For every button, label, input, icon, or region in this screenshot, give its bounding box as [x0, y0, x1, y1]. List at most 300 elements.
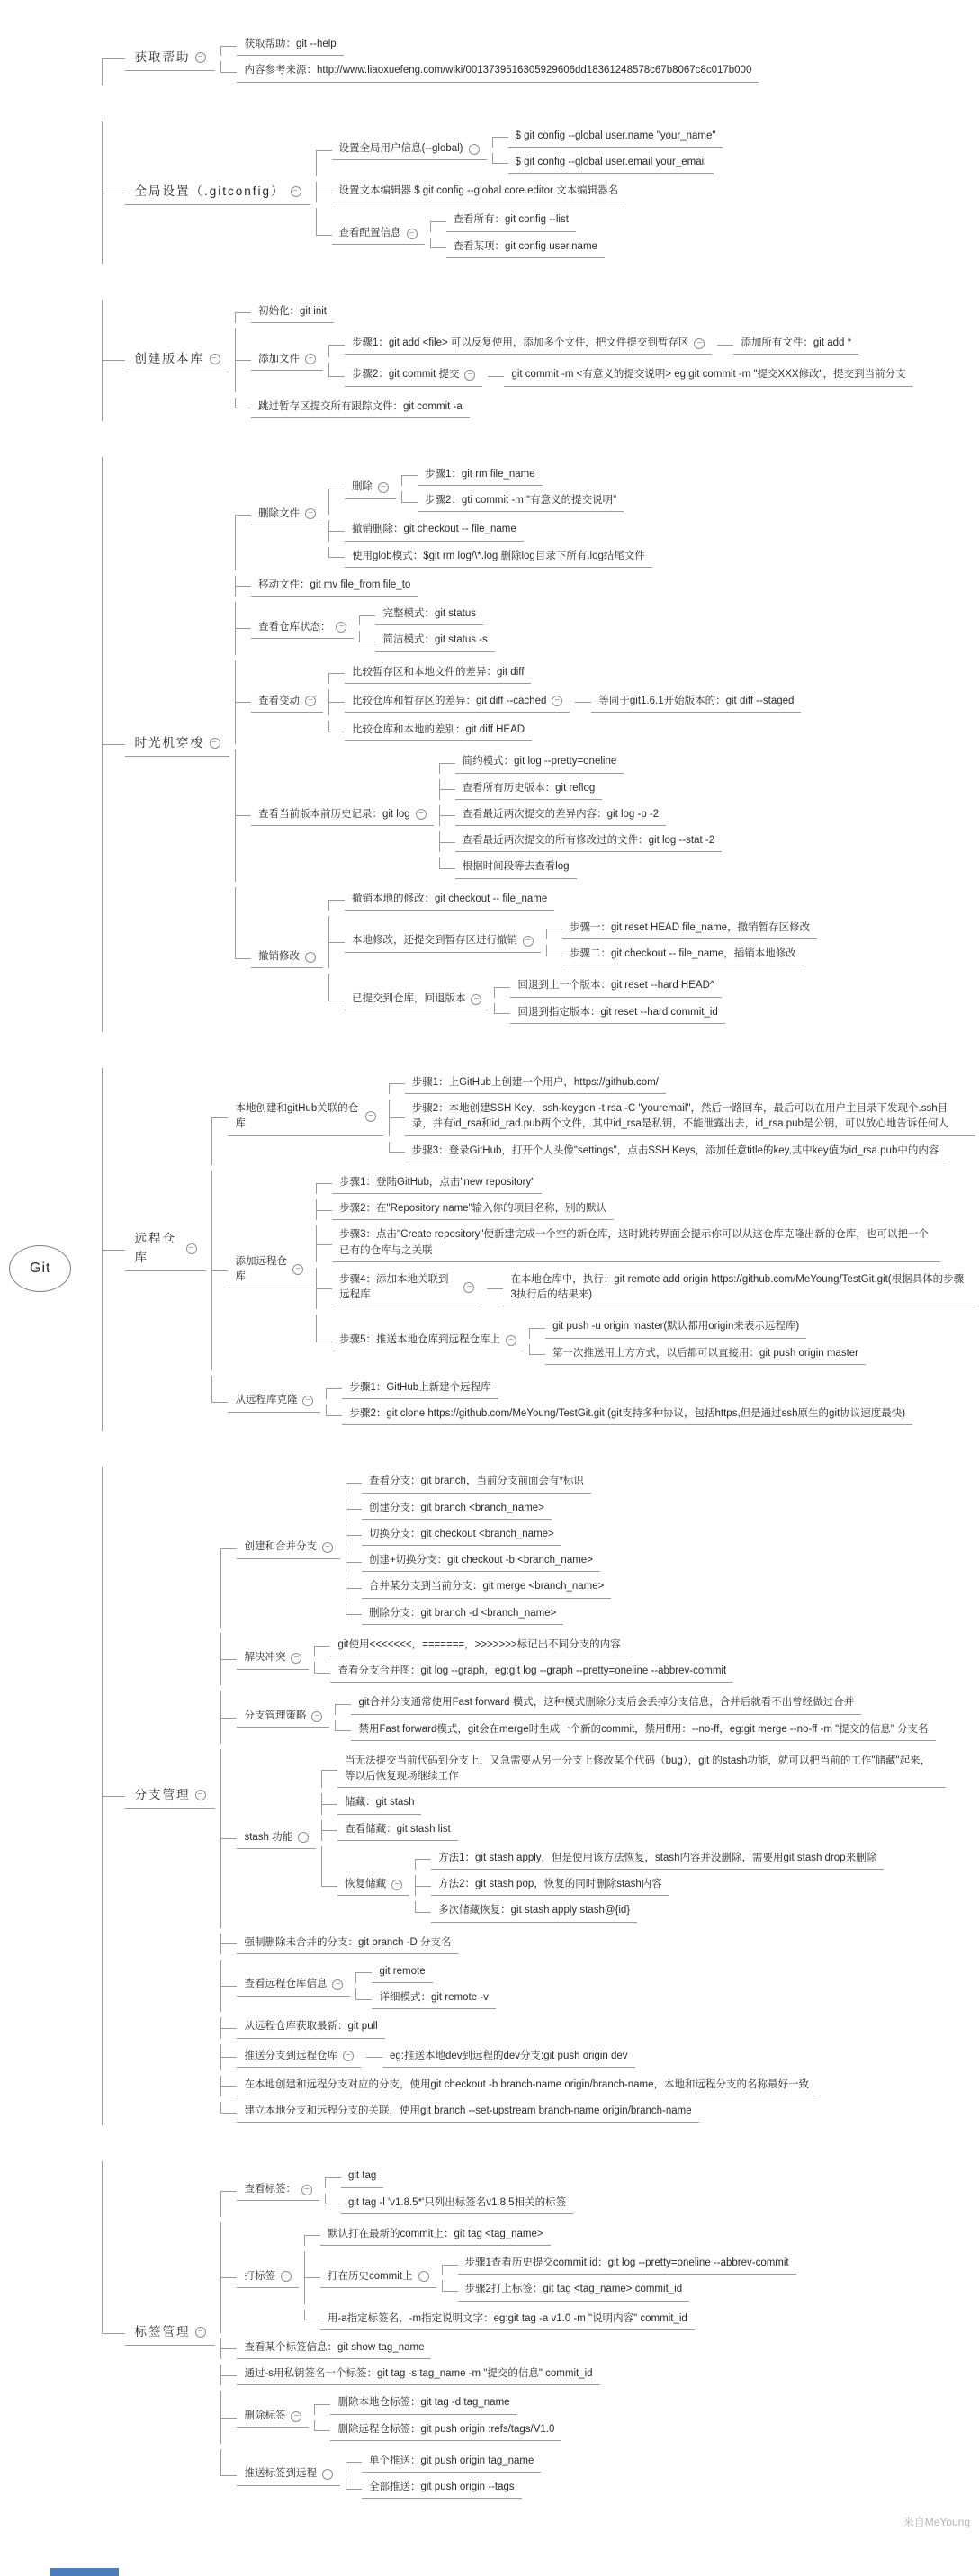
collapse-minus-icon[interactable]: − [291, 1653, 301, 1664]
topic[interactable] [345, 890, 554, 911]
topic[interactable] [345, 547, 652, 568]
topic[interactable] [330, 1636, 627, 1656]
topic[interactable] [431, 1875, 669, 1896]
collapse-minus-icon[interactable]: − [322, 2469, 333, 2480]
branch-topic[interactable] [125, 1227, 206, 1271]
topic[interactable] [345, 334, 712, 355]
topic[interactable] [508, 127, 723, 148]
topic[interactable] [332, 1173, 542, 1194]
mindmap-node [401, 465, 624, 486]
topic-label: 内容参考来源：http://www.liaoxuefeng.com/wiki/0013739516305929606dd18361248578c67b8067c8c017b000 [244, 65, 752, 76]
topic-label: 查看分支合并图：git log --graph，eg:git log --graph --pretty=oneline --abbrev-commit [337, 1665, 727, 1676]
mindmap-node [355, 1988, 495, 2009]
children-group [366, 2044, 635, 2070]
topic-label: 方法1：git stash apply，但是使用该方法恢复，stash内容并没删除，需要用git stash drop来删除 [438, 1852, 877, 1863]
mindmap-node [102, 2161, 975, 2504]
collapse-minus-icon[interactable]: − [195, 1790, 206, 1800]
topic[interactable] [455, 831, 723, 852]
children-group [314, 2391, 561, 2444]
topic[interactable] [237, 1538, 340, 1558]
topic-label: 查看某项：git config user.name [453, 240, 597, 252]
topic-label: 比较暂存区和本地文件的差异：git diff [351, 666, 525, 678]
mindmap-node [220, 1691, 946, 1744]
topic-label: 用-a指定标签名，-m指定说明文字：eg:git tag -a v1.0 -m "说明内容" commit_id [327, 2312, 687, 2324]
topic-label: 设置文本编辑器 $ git config --global core.editor 文本编辑器名 [338, 185, 619, 196]
topic[interactable] [330, 2393, 516, 2414]
topic[interactable] [362, 1499, 552, 1520]
collapse-minus-icon[interactable]: − [305, 354, 316, 364]
topic[interactable] [332, 1331, 524, 1351]
topic-label: 方法2：git stash pop，恢复的同时删除stash内容 [438, 1879, 662, 1889]
topic[interactable] [228, 1252, 310, 1289]
topic[interactable] [237, 1975, 350, 1996]
topic[interactable] [405, 1142, 947, 1162]
topic[interactable] [345, 990, 490, 1010]
collapse-minus-icon[interactable]: − [343, 2051, 354, 2061]
mindmap-node [430, 211, 605, 231]
topic[interactable] [345, 365, 483, 386]
topic-label: $ git config --global user.email your_email [515, 156, 706, 167]
topic[interactable] [375, 605, 483, 625]
mindmap-node [316, 124, 723, 177]
children-group [304, 2222, 796, 2333]
topic[interactable] [332, 224, 425, 245]
topic[interactable] [332, 182, 626, 202]
mindmap-node [439, 752, 723, 773]
topic-label: 添加所有文件：git add * [741, 337, 852, 348]
collapse-minus-icon[interactable]: − [365, 1111, 376, 1122]
collapse-minus-icon[interactable]: − [301, 2185, 312, 2195]
mindmap-node [346, 1499, 611, 1520]
mindmap-node [102, 32, 975, 85]
topic[interactable] [362, 1472, 591, 1493]
topic[interactable] [228, 1391, 320, 1412]
topic-label: 根据时间段等去查看log [462, 861, 570, 873]
topic-label: 比较仓库和暂存区的差异：git diff --cached [351, 695, 547, 706]
topic[interactable] [504, 365, 912, 386]
topic-label: 查看仓库状态： [257, 621, 331, 633]
topic-label: 删除本地仓标签：git tag -d tag_name [337, 2397, 510, 2409]
topic[interactable] [362, 1604, 563, 1625]
children-group [220, 1467, 946, 2125]
root-topic[interactable] [9, 1245, 71, 1292]
branch-topic[interactable] [125, 1783, 215, 1809]
topic[interactable] [332, 1225, 940, 1262]
mindmap-node [328, 462, 652, 516]
mindmap-node [389, 1073, 975, 1094]
collapse-minus-icon[interactable]: − [305, 696, 316, 706]
topic[interactable] [362, 1525, 561, 1546]
topic[interactable] [332, 139, 487, 160]
topic[interactable] [345, 520, 524, 541]
topic[interactable] [362, 1551, 600, 1572]
children-group [316, 1171, 975, 1370]
collapse-minus-icon[interactable]: − [281, 2271, 292, 2282]
mindmap-node [328, 916, 817, 969]
topic[interactable] [446, 238, 605, 258]
topic[interactable] [237, 2365, 599, 2385]
mindmap-node [546, 945, 817, 965]
mindmap-node [442, 2280, 796, 2301]
mindmap-node [439, 857, 723, 878]
topic[interactable] [237, 2338, 431, 2359]
mindmap-node [346, 1604, 611, 1625]
mindmap-node [325, 2194, 573, 2214]
topic[interactable] [337, 1820, 458, 1841]
topic[interactable] [330, 2420, 561, 2441]
topic[interactable] [337, 1752, 946, 1789]
children-group [102, 14, 975, 2522]
topic-label: 撤销本地的修改：git checkout -- file_name [351, 893, 548, 904]
topic[interactable] [431, 1901, 637, 1922]
mindmap-node [314, 1662, 733, 1683]
topic[interactable] [418, 491, 624, 512]
topic-label: 步骤2打上标签：git tag <tag_name> commit_id [464, 2284, 683, 2295]
topic-label: 步骤1：上GitHub上创建一个用户，https://github.com/ [411, 1076, 659, 1088]
topic-label: 从远程库克隆 [235, 1395, 298, 1406]
topic-label: 获取帮助：git --help [244, 39, 337, 49]
topic-label: 删除远程仓标签：git push origin :refs/tags/V1.0 [337, 2423, 555, 2435]
mindmap-node [220, 2017, 946, 2038]
mindmap-node [220, 1633, 946, 1686]
mindmap-node [316, 1315, 975, 1368]
topic-label: 第一次推送用上方方式，以后都可以直接用：git push origin master [552, 1347, 859, 1359]
topic[interactable] [345, 721, 532, 741]
mindmap-node [328, 363, 913, 389]
mindmap-node [211, 1376, 975, 1429]
collapse-minus-icon[interactable]: − [298, 1832, 309, 1843]
topic[interactable] [251, 302, 334, 323]
topic[interactable] [330, 1662, 733, 1683]
topic-label: git commit -m <有意义的提交说明> eg:git commit -m "提交XXX修改"，提交到当前分支 [511, 369, 906, 381]
branch-topic[interactable] [125, 732, 229, 757]
topic-label: 强制删除未合并的分支：git branch -D 分支名 [244, 1936, 452, 1948]
topic-label: 查看最近两次提交的差异内容：git log -p -2 [462, 808, 660, 820]
mindmap-node [346, 1551, 611, 1572]
collapse-minus-icon[interactable]: − [464, 370, 475, 381]
topic-label: 跳过暂存区提交所有跟踪文件：git commit -a [257, 400, 463, 412]
topic[interactable] [418, 465, 543, 486]
topic[interactable] [251, 805, 434, 826]
mindmap-node [220, 1960, 946, 2013]
topic-label: 推送标签到远程 [244, 2468, 317, 2480]
topic-label: 步骤2：本地创建SSH Key，ssh-keygen -t rsa -C "youremail"，然后一路回车，最后可以在用户主目录下发现个.ssh目录，并有id_rsa和id_rad.pub两个文件，其中id_rsa是私钥，不能泄露出去，id_rsa.pub是公钥，可以放心地告诉任何人 [411, 1103, 948, 1130]
topic[interactable] [503, 1270, 975, 1307]
mindmap-node [220, 2044, 946, 2070]
collapse-minus-icon[interactable]: − [186, 1243, 197, 1254]
topic[interactable] [237, 2047, 361, 2068]
topic-label: 简洁模式：git status -s [382, 634, 488, 646]
mindmap-node [415, 1901, 884, 1922]
topic[interactable] [382, 2047, 635, 2068]
topic-label: eg:推送本地dev到远程的dev分支:git push origin dev [389, 2050, 628, 2061]
topic-label: 查看变动 [257, 695, 300, 706]
topic-label: 推送分支到远程仓库 [244, 2050, 337, 2061]
collapse-minus-icon[interactable]: − [291, 2411, 301, 2422]
topic[interactable] [237, 35, 343, 56]
collapse-minus-icon[interactable]: − [463, 1282, 474, 1293]
mindmap-node [316, 208, 723, 261]
collapse-minus-icon[interactable]: − [694, 338, 705, 349]
mindmap-node [346, 2452, 541, 2473]
mindmap-node [328, 547, 652, 568]
mindmap-node [335, 1693, 935, 1714]
collapse-minus-icon[interactable]: − [291, 186, 301, 197]
topic-label: 在本地仓库中，执行：git remote add origin https://github.com/MeYoung/TestGit.git(根据具体的步骤3执行后的结果来) [510, 1273, 965, 1300]
topic[interactable] [320, 2267, 436, 2288]
collapse-minus-icon[interactable]: − [305, 508, 316, 519]
children-group [328, 328, 913, 392]
topic[interactable] [251, 618, 355, 639]
topic[interactable] [237, 1828, 316, 1849]
collapse-minus-icon[interactable]: − [469, 144, 480, 155]
topic[interactable] [372, 1988, 495, 2009]
topic[interactable] [342, 1405, 912, 1425]
children-group [487, 1268, 975, 1310]
children-group [494, 974, 724, 1027]
mindmap-node [439, 831, 723, 852]
mindmap-node [389, 1142, 975, 1162]
mindmap-node [316, 182, 723, 202]
topic[interactable] [342, 1378, 498, 1399]
topic[interactable] [562, 945, 804, 965]
children-group [328, 660, 802, 745]
topic[interactable] [458, 2280, 690, 2301]
mindmap-node [328, 689, 802, 715]
topic[interactable] [320, 2310, 695, 2330]
topic[interactable] [251, 947, 323, 968]
mindmap-node [220, 2076, 946, 2096]
children-group [346, 2449, 541, 2502]
topic-label: 本地创建和gitHub关联的仓库 [235, 1103, 359, 1130]
collapse-minus-icon[interactable]: − [471, 994, 481, 1005]
collapse-minus-icon[interactable]: − [311, 1711, 322, 1722]
topic[interactable] [251, 398, 470, 418]
topic[interactable] [375, 631, 494, 651]
topic[interactable] [337, 1875, 409, 1896]
topic[interactable] [237, 2407, 309, 2428]
topic-label: 回退到指定版本：git reset --hard commit_id [517, 1006, 718, 1018]
topic[interactable] [372, 1962, 432, 1983]
topic-label: 查看最近两次提交的所有修改过的文件：git log --stat -2 [462, 835, 715, 846]
mindmap-node [220, 2102, 946, 2123]
collapse-minus-icon[interactable]: − [322, 1542, 333, 1553]
collapse-minus-icon[interactable]: − [332, 1979, 343, 1990]
topic[interactable] [405, 1100, 975, 1136]
collapse-minus-icon[interactable]: − [407, 229, 418, 239]
mindmap-node [529, 1317, 866, 1338]
topic[interactable] [455, 752, 624, 773]
children-group [415, 1846, 884, 1925]
mindmap-node [492, 153, 723, 174]
topic[interactable] [510, 1003, 724, 1024]
topic[interactable] [332, 1199, 614, 1220]
topic[interactable] [510, 976, 722, 997]
topic[interactable] [591, 692, 801, 713]
topic[interactable] [345, 692, 570, 713]
collapse-minus-icon[interactable]: − [195, 2327, 206, 2338]
topic-label: $ git config --global user.name "your_name" [515, 130, 716, 141]
topic[interactable] [237, 2180, 319, 2201]
collapse-minus-icon[interactable]: − [506, 1335, 516, 1346]
topic-label: 初始化：git init [257, 305, 327, 317]
mindmap-node [326, 1405, 912, 1425]
topic[interactable] [446, 211, 576, 231]
collapse-minus-icon[interactable]: − [302, 1396, 313, 1406]
collapse-minus-icon[interactable]: − [195, 52, 206, 63]
mindmap-node [529, 1344, 866, 1365]
mindmap-node [492, 127, 723, 148]
branch-topic[interactable] [125, 46, 215, 71]
mindmap-node [220, 2449, 795, 2502]
collapse-minus-icon[interactable]: − [416, 809, 427, 820]
mindmap-node [328, 663, 802, 684]
topic[interactable] [431, 1849, 884, 1870]
topic[interactable] [337, 1793, 421, 1814]
topic-label: 步骤2：git clone https://github.com/MeYoung/TestGit.git (git支持多种协议，包括https,但是通过ssh原生的git协议速度最快) [349, 1408, 906, 1419]
children-group [220, 32, 759, 85]
topic-label: 获取帮助 [134, 50, 191, 65]
mindmap-node [220, 1469, 946, 1628]
topic[interactable] [251, 350, 323, 371]
branch-topic[interactable] [125, 180, 310, 205]
topic[interactable] [237, 2076, 816, 2096]
topic[interactable] [320, 2225, 551, 2246]
mindmap-node [355, 1962, 495, 1983]
mindmap-node [102, 1068, 975, 1432]
topic-label: 分支管理策略 [244, 1710, 307, 1721]
topic-label: git tag -l 'v1.8.5*'只列出标签名v1.8.5相关的标签 [347, 2196, 567, 2208]
topic-label: 设置全局用户信息(--global) [338, 143, 463, 155]
topic[interactable] [237, 1648, 309, 1669]
mindmap-node [346, 1525, 611, 1546]
collapse-minus-icon[interactable]: − [523, 936, 534, 947]
topic[interactable] [237, 2267, 299, 2288]
mindmap-node [220, 1749, 946, 1928]
topic[interactable] [733, 334, 858, 355]
collapse-minus-icon[interactable]: − [305, 952, 316, 963]
mindmap-node [366, 2047, 635, 2068]
topic[interactable] [228, 1100, 382, 1136]
collapse-minus-icon[interactable]: − [336, 622, 346, 633]
topic-label: 全部推送：git push origin --tags [368, 2482, 515, 2492]
mindmap-node [328, 721, 802, 741]
topic[interactable] [458, 2254, 796, 2275]
children-group [439, 749, 723, 881]
topic[interactable] [345, 663, 531, 684]
mindmap-node [235, 660, 817, 745]
topic[interactable] [237, 2102, 698, 2123]
mindmap-node [439, 779, 723, 800]
topic[interactable] [351, 1693, 861, 1714]
topic[interactable] [251, 576, 418, 597]
topic[interactable] [362, 2478, 522, 2499]
mindmap-node [220, 61, 759, 82]
topic[interactable] [562, 919, 817, 939]
topic[interactable] [545, 1344, 866, 1365]
collapse-minus-icon[interactable]: − [210, 354, 220, 364]
mindmap-node [9, 14, 975, 2522]
mindmap-node [321, 1793, 946, 1814]
mindmap-node [442, 2254, 796, 2275]
topic[interactable] [545, 1317, 806, 1338]
topic[interactable] [455, 805, 667, 826]
mindmap-node [321, 1752, 946, 1789]
topic-label: 恢复储藏 [345, 1879, 387, 1889]
mindmap-node [304, 2310, 796, 2330]
topic[interactable] [237, 2464, 340, 2485]
mindmap-node [316, 1173, 975, 1194]
collapse-minus-icon[interactable]: − [552, 696, 562, 706]
mindmap-node [314, 2393, 561, 2414]
collapse-minus-icon[interactable]: − [378, 482, 389, 493]
topic[interactable] [237, 1934, 458, 1954]
watermark: 来自MeYoung [903, 2516, 970, 2529]
topic[interactable] [251, 692, 323, 713]
topic[interactable] [341, 2194, 573, 2214]
topic[interactable] [332, 1270, 481, 1307]
children-group [314, 1633, 733, 1686]
topic-label: 添加远程仓库 [235, 1255, 287, 1282]
topic[interactable] [455, 857, 577, 878]
topic[interactable] [405, 1073, 666, 1094]
topic-label: 步骤4：添加本地关联到远程库 [339, 1273, 449, 1300]
topic-label: 单个推送：git push origin tag_name [368, 2455, 534, 2466]
topic[interactable] [341, 2167, 383, 2187]
collapse-minus-icon[interactable]: − [210, 738, 220, 749]
mindmap-node [546, 919, 817, 939]
topic-label: 储藏：git stash [345, 1797, 415, 1809]
mindmap-node [316, 1225, 975, 1262]
topic[interactable] [362, 2452, 541, 2473]
topic[interactable] [237, 1707, 329, 1728]
mindmap-node [389, 1100, 975, 1136]
branch-topic[interactable] [125, 347, 229, 372]
collapse-minus-icon[interactable]: − [418, 2271, 429, 2282]
topic[interactable] [345, 478, 396, 498]
topic[interactable] [351, 1720, 935, 1741]
mindmap-node [220, 2222, 795, 2333]
topic-label: 创建和合并分支 [244, 1541, 317, 1553]
children-group [321, 1749, 946, 1928]
topic-label: 本地修改，还提交到暂存区进行撤销 [351, 935, 517, 947]
topic[interactable] [345, 931, 541, 952]
collapse-minus-icon[interactable]: − [292, 1264, 303, 1275]
mindmap-node [235, 328, 913, 392]
footer-logo-bar [50, 2568, 119, 2576]
topic-label: 在本地创建和远程分支对应的分支，使用git checkout -b branch-name origin/branch-name，本地和远程分支的名称最好一致 [244, 2078, 809, 2090]
topic-label: 撤销修改 [257, 951, 300, 962]
topic[interactable] [237, 61, 759, 82]
topic[interactable] [237, 2017, 384, 2038]
collapse-minus-icon[interactable]: − [391, 1880, 402, 1890]
topic[interactable] [455, 779, 603, 800]
topic[interactable] [362, 1577, 611, 1598]
topic-label: 创建+切换分支：git checkout -b <branch_name> [368, 1555, 593, 1566]
branch-topic[interactable] [125, 2320, 215, 2346]
children-group [220, 2161, 795, 2504]
topic-label: 查看配置信息 [338, 227, 401, 238]
topic[interactable] [251, 505, 323, 525]
topic-label: 等同于git1.6.1开始版本的：git diff --staged [598, 695, 795, 706]
topic-label: 步骤1：登陆GitHub，点击"new repository" [339, 1176, 535, 1188]
children-group [328, 887, 817, 1029]
topic[interactable] [508, 153, 714, 174]
mindmap-node [346, 1472, 611, 1493]
mindmap-node [346, 2478, 541, 2499]
topic-label: 解决冲突 [244, 1652, 286, 1664]
topic-label: 使用glob模式：$git rm log/\*.log 删除log目录下所有.log结尾文件 [351, 550, 645, 561]
